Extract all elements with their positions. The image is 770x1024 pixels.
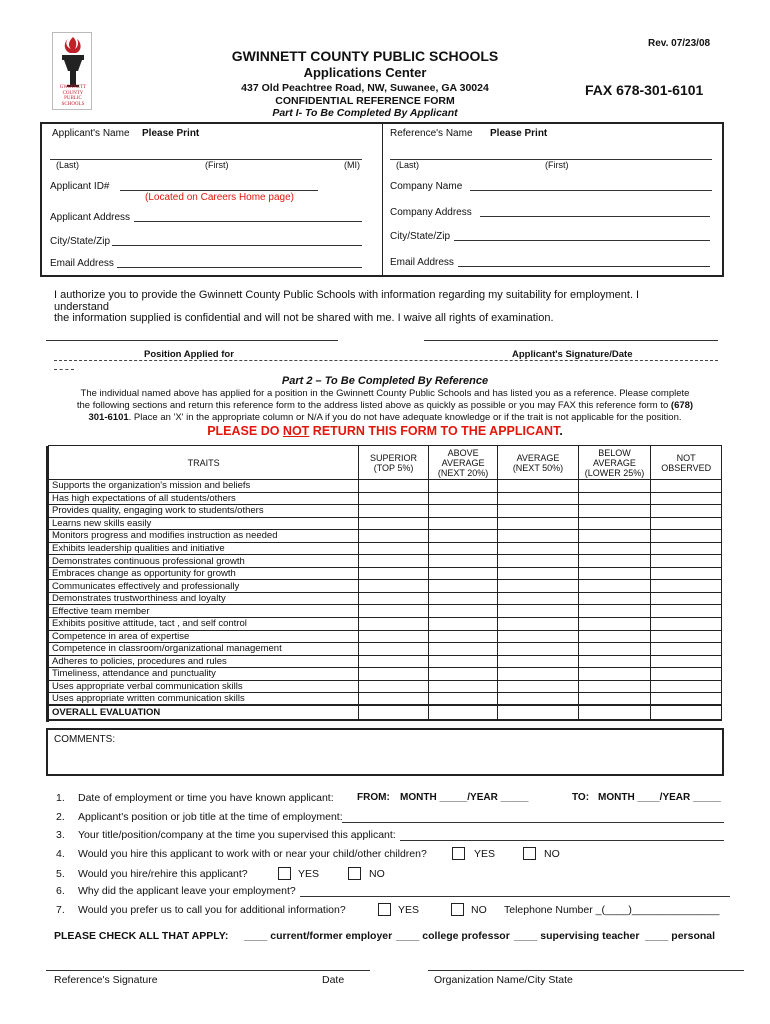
rating-cell[interactable]: [578, 668, 651, 681]
rating-cell[interactable]: [498, 492, 578, 505]
do-not-return-warning: [0, 424, 770, 438]
rating-cell[interactable]: [651, 618, 722, 631]
rating-cell[interactable]: [651, 605, 722, 618]
trait-row: [49, 618, 722, 631]
company-name-field[interactable]: [470, 190, 712, 191]
rating-cell[interactable]: [359, 655, 429, 668]
rating-cell[interactable]: [651, 668, 722, 681]
rating-cell[interactable]: [428, 630, 498, 643]
part2-title: Part 2 – To Be Completed By Reference: [281, 375, 489, 387]
check-all-label: PLEASE CHECK ALL THAT APPLY:: [54, 930, 229, 942]
form-name: CONFIDENTIAL REFERENCE FORM: [275, 95, 455, 107]
trait-row: [49, 517, 722, 530]
rating-cell[interactable]: [578, 492, 651, 505]
reference-signature-label: Reference's Signature: [54, 974, 158, 986]
organization-field[interactable]: [428, 970, 744, 971]
header-sub: (TOP 5%): [373, 462, 414, 473]
rating-cell[interactable]: [359, 630, 429, 643]
job-title-field[interactable]: [342, 822, 724, 823]
q7-no-checkbox[interactable]: [451, 903, 464, 916]
q7-yes-label: YES: [398, 904, 420, 916]
rating-cell[interactable]: [428, 492, 498, 505]
last-name-hint: (Last): [56, 160, 80, 170]
trait-label: Exhibits leadership qualities and initiative: [49, 542, 359, 555]
question-number: 5.: [56, 868, 65, 880]
rating-cell[interactable]: [359, 492, 429, 505]
rating-cell[interactable]: [498, 668, 578, 681]
trait-label: Learns new skills easily: [49, 517, 359, 530]
logo-text: GWINNETT: [59, 85, 87, 90]
rating-cell[interactable]: [578, 517, 651, 530]
applicant-address-field[interactable]: [134, 221, 362, 222]
trait-row: [49, 555, 722, 568]
header-traits: [49, 446, 359, 480]
q5-no-checkbox[interactable]: [348, 867, 361, 880]
q4-yes-label: YES: [474, 848, 496, 860]
traits-body: [49, 480, 722, 721]
question-number: 2.: [56, 811, 65, 823]
header-above-average: [428, 446, 498, 480]
comments-label: COMMENTS:: [54, 734, 116, 745]
telephone-field[interactable]: Telephone Number _(____)_______________: [504, 904, 720, 916]
option-employer[interactable]: ____ current/former employer: [244, 930, 393, 942]
rating-cell[interactable]: [359, 542, 429, 555]
rating-cell[interactable]: [651, 655, 722, 668]
trait-row: [49, 580, 722, 593]
rating-cell[interactable]: [651, 580, 722, 593]
gcps-logo: [52, 32, 92, 110]
header-sub: (NEXT 20%): [437, 467, 489, 478]
header-label: BELOW: [598, 447, 631, 458]
instructions-line: The individual named above has applied for a position in the Gwinnett County Public Schools and has listed you as a reference. Please complete: [80, 388, 690, 399]
rating-cell[interactable]: [359, 530, 429, 543]
rating-cell[interactable]: [578, 530, 651, 543]
rating-cell[interactable]: [578, 505, 651, 518]
overall-rating-cell[interactable]: [428, 705, 498, 720]
overall-rating-cell[interactable]: [651, 705, 722, 720]
applicant-address-label: Applicant Address: [50, 212, 131, 223]
rating-cell[interactable]: [651, 555, 722, 568]
dashed-divider: [54, 369, 74, 370]
rating-cell[interactable]: [651, 505, 722, 518]
rating-cell[interactable]: [359, 580, 429, 593]
reference-signature-field[interactable]: [46, 970, 370, 971]
trait-label: Uses appropriate written communication skills: [49, 693, 359, 706]
rating-cell[interactable]: [359, 680, 429, 693]
rating-cell[interactable]: [498, 592, 578, 605]
rating-cell[interactable]: [498, 618, 578, 631]
q5-yes-label: YES: [298, 868, 320, 880]
rating-cell[interactable]: [428, 693, 498, 706]
trait-row: [49, 480, 722, 493]
header-sub: (LOWER 25%): [584, 467, 645, 478]
box-divider: [382, 122, 383, 277]
rating-cell[interactable]: [651, 492, 722, 505]
header-sub: (NEXT 50%): [512, 462, 564, 473]
trait-row: [49, 492, 722, 505]
ref-last-hint: (Last): [396, 160, 420, 170]
part1-title: Part I- To Be Completed By Applicant: [272, 107, 458, 119]
question-number: 7.: [56, 904, 65, 916]
traits-table: [48, 445, 722, 721]
ref-email-label: Email Address: [390, 257, 454, 268]
company-address-field[interactable]: [480, 216, 710, 217]
dashed-divider: [54, 360, 718, 361]
ref-please-print-label: Please Print: [490, 128, 548, 139]
authorization-text: [54, 290, 714, 325]
header-superior: [359, 446, 429, 480]
warning-not: NOT: [282, 424, 310, 438]
rating-cell[interactable]: [498, 567, 578, 580]
position-applied-field[interactable]: [46, 340, 338, 341]
q5-no-label: NO: [369, 868, 385, 880]
trait-row: [49, 680, 722, 693]
please-print-label: Please Print: [142, 128, 200, 139]
question-number: 1.: [56, 792, 65, 804]
rating-cell[interactable]: [578, 567, 651, 580]
comments-box[interactable]: [46, 728, 724, 776]
header-label: NOT: [676, 452, 696, 463]
rating-cell[interactable]: [428, 480, 498, 493]
trait-label: Demonstrates trustworthiness and loyalty: [49, 592, 359, 605]
rating-cell[interactable]: [651, 517, 722, 530]
first-name-hint: (First): [205, 160, 229, 170]
rating-cell[interactable]: [359, 505, 429, 518]
rating-cell[interactable]: [651, 530, 722, 543]
q7-no-label: NO: [471, 904, 487, 916]
q4-no-checkbox[interactable]: [523, 847, 536, 860]
rating-cell[interactable]: [428, 668, 498, 681]
rating-cell[interactable]: [428, 555, 498, 568]
option-personal[interactable]: ____ personal: [645, 930, 716, 942]
authorization-line: I authorize you to provide the Gwinnett County Public Schools with information regarding my suitability for employment. I: [54, 289, 640, 301]
rating-cell[interactable]: [498, 655, 578, 668]
email-label: Email Address: [50, 258, 114, 269]
trait-label: Adheres to policies, procedures and rules: [49, 655, 359, 668]
rating-cell[interactable]: [359, 592, 429, 605]
applicant-name-label: Applicant's Name: [52, 128, 130, 139]
logo-text: COUNTY: [62, 90, 84, 96]
rating-cell[interactable]: [651, 680, 722, 693]
rating-cell[interactable]: [498, 580, 578, 593]
trait-label: Has high expectations of all students/others: [49, 492, 359, 505]
from-label: FROM:: [357, 792, 390, 803]
rating-cell[interactable]: [578, 480, 651, 493]
question-number: 3.: [56, 829, 65, 841]
org-address: 437 Old Peachtree Road, NW, Suwanee, GA 30024: [241, 82, 489, 94]
ref-first-hint: (First): [545, 160, 569, 170]
center-title: Applications Center: [303, 65, 427, 80]
rating-cell[interactable]: [498, 555, 578, 568]
rating-cell[interactable]: [498, 480, 578, 493]
question-6: Why did the applicant leave your employment?: [78, 885, 296, 897]
trait-label: Demonstrates continuous professional growth: [49, 555, 359, 568]
trait-label: Uses appropriate verbal communication skills: [49, 680, 359, 693]
trait-row: [49, 505, 722, 518]
company-address-label: Company Address: [390, 207, 472, 218]
rating-cell[interactable]: [651, 693, 722, 706]
trait-row: [49, 643, 722, 656]
rating-cell[interactable]: [651, 480, 722, 493]
trait-row: [49, 655, 722, 668]
trait-label: Provides quality, engaging work to students/others: [49, 505, 359, 518]
q4-yes-checkbox[interactable]: [452, 847, 465, 860]
checkbox-square[interactable]: [452, 847, 465, 860]
trait-row: [49, 592, 722, 605]
header-label: AVERAGE: [593, 457, 636, 468]
header-not-observed: [651, 446, 722, 480]
overall-evaluation-label: OVERALL EVALUATION: [49, 705, 359, 720]
rating-cell[interactable]: [359, 567, 429, 580]
trait-row: [49, 567, 722, 580]
question-number: 4.: [56, 848, 65, 860]
overall-rating-cell[interactable]: [359, 705, 429, 720]
checkbox-square[interactable]: [523, 847, 536, 860]
trait-label: Competence in area of expertise: [49, 630, 359, 643]
checkbox-square[interactable]: [378, 903, 391, 916]
trait-row: [49, 530, 722, 543]
warning-period: .: [559, 424, 563, 438]
overall-evaluation-row: [49, 705, 722, 720]
rating-cell[interactable]: [428, 680, 498, 693]
checkbox-square[interactable]: [451, 903, 464, 916]
header-below-average: [578, 446, 651, 480]
rating-cell[interactable]: [578, 580, 651, 593]
reference-name-label: Reference's Name: [390, 128, 473, 139]
trait-label: Exhibits positive attitude, tact , and self control: [49, 618, 359, 631]
warning-text: PLEASE DO: [207, 424, 283, 438]
question-5: Would you hire/rehire this applicant?: [78, 868, 248, 880]
trait-row: [49, 693, 722, 706]
rating-cell[interactable]: [359, 605, 429, 618]
instructions-line: [30, 400, 740, 412]
table-header-row: [49, 446, 722, 480]
header-label: OBSERVED: [661, 462, 712, 473]
checkbox-square[interactable]: [348, 867, 361, 880]
ref-city-field[interactable]: [454, 240, 710, 241]
rating-cell[interactable]: [498, 630, 578, 643]
rating-cell[interactable]: [428, 505, 498, 518]
logo-text: SCHOOLS: [61, 101, 85, 107]
rating-cell[interactable]: [498, 605, 578, 618]
header-label: SUPERIOR: [370, 452, 418, 463]
trait-row: [49, 668, 722, 681]
rating-cell[interactable]: [428, 580, 498, 593]
mi-hint: (MI): [344, 160, 360, 170]
rating-cell[interactable]: [498, 693, 578, 706]
question-number: 6.: [56, 885, 65, 897]
applicant-signature-label: Applicant's Signature/Date: [508, 349, 637, 360]
q7-yes-checkbox[interactable]: [378, 903, 391, 916]
rating-cell[interactable]: [578, 605, 651, 618]
email-field[interactable]: [117, 267, 362, 268]
revision-date: Rev. 07/23/08: [648, 38, 711, 49]
question-3: Your title/position/company at the time you supervised this applicant:: [78, 829, 396, 841]
applicant-id-field[interactable]: [120, 190, 318, 191]
authorization-line: the information supplied is confidential and will not be shared with me. I waive all rights of examination.: [54, 312, 554, 324]
option-supervising-teacher[interactable]: ____ supervising teacher: [514, 930, 640, 942]
rating-cell[interactable]: [359, 555, 429, 568]
question-4: Would you hire this applicant to work with or near your child/other children?: [78, 848, 427, 860]
company-name-label: Company Name: [390, 181, 463, 192]
q5-yes-checkbox[interactable]: [278, 867, 291, 880]
rating-cell[interactable]: [428, 542, 498, 555]
rating-cell[interactable]: [578, 630, 651, 643]
rating-cell[interactable]: [651, 542, 722, 555]
rating-cell[interactable]: [578, 680, 651, 693]
rating-cell[interactable]: [498, 680, 578, 693]
overall-rating-cell[interactable]: [578, 705, 651, 720]
fax-number: FAX 678-301-6101: [585, 82, 704, 98]
to-label: TO:: [572, 792, 590, 803]
question-7: Would you prefer us to call you for additional information?: [78, 904, 346, 916]
rating-cell[interactable]: [578, 643, 651, 656]
trait-row: [49, 542, 722, 555]
trait-row: [49, 630, 722, 643]
rating-cell[interactable]: [359, 480, 429, 493]
rating-cell[interactable]: [498, 643, 578, 656]
supervisor-title-field[interactable]: [400, 840, 724, 841]
trait-label: Embraces change as opportunity for growth: [49, 567, 359, 580]
to-month-year: MONTH ____/YEAR _____: [598, 792, 721, 803]
rating-cell[interactable]: [578, 655, 651, 668]
rating-cell[interactable]: [578, 618, 651, 631]
date-label: Date: [322, 974, 345, 986]
header-average: [498, 446, 578, 480]
fax-inline: (678): [670, 400, 694, 411]
rating-cell[interactable]: [428, 517, 498, 530]
q4-no-label: NO: [544, 848, 560, 860]
fax-inline: 301-6101: [88, 412, 129, 423]
rating-cell[interactable]: [498, 542, 578, 555]
rating-cell[interactable]: [359, 668, 429, 681]
trait-label: Supports the organization's mission and beliefs: [49, 480, 359, 493]
rating-cell[interactable]: [498, 517, 578, 530]
trait-label: Effective team member: [49, 605, 359, 618]
instructions-line: [30, 412, 740, 424]
rating-cell[interactable]: [359, 517, 429, 530]
rating-cell[interactable]: [578, 542, 651, 555]
header-label: AVERAGE: [441, 457, 485, 468]
header-label: ABOVE: [447, 447, 479, 458]
rating-cell[interactable]: [359, 693, 429, 706]
instructions-text: . Place an 'X' in the appropriate column or N/A if you do not have adequate knowledge or if the trait is not applicable for the position.: [128, 412, 682, 423]
rating-cell[interactable]: [651, 630, 722, 643]
rating-cell[interactable]: [651, 643, 722, 656]
ref-city-label: City/State/Zip: [390, 231, 451, 242]
warning-text: RETURN THIS FORM TO THE APPLICANT: [309, 424, 560, 438]
rating-cell[interactable]: [428, 618, 498, 631]
overall-rating-cell[interactable]: [498, 705, 578, 720]
position-label: Position Applied for: [140, 349, 238, 360]
logo-text: PUBLIC: [64, 96, 82, 101]
checkbox-square[interactable]: [278, 867, 291, 880]
located-hint: (Located on Careers Home page): [145, 192, 294, 203]
leave-reason-field[interactable]: [300, 896, 730, 897]
rating-cell[interactable]: [578, 592, 651, 605]
city-state-zip-field[interactable]: [112, 245, 362, 246]
authorization-line: understand: [54, 300, 110, 313]
trait-row: [49, 605, 722, 618]
trait-label: Timeliness, attendance and punctuality: [49, 668, 359, 681]
org-title: GWINNETT COUNTY PUBLIC SCHOOLS: [231, 48, 499, 64]
rating-cell[interactable]: [651, 567, 722, 580]
rating-cell[interactable]: [578, 555, 651, 568]
trait-label: Communicates effectively and professionally: [49, 580, 359, 593]
header-label: TRAITS: [187, 457, 220, 468]
ref-email-field[interactable]: [458, 266, 710, 267]
part2-instructions: [30, 388, 740, 424]
question-1: Date of employment or time you have known applicant:: [78, 792, 334, 804]
rating-cell[interactable]: [428, 592, 498, 605]
header-label: AVERAGE: [516, 452, 560, 463]
question-2: Applicant's position or job title at the time of employment:: [78, 811, 343, 823]
city-state-zip-label: City/State/Zip: [50, 236, 111, 247]
rating-cell[interactable]: [428, 643, 498, 656]
rating-cell[interactable]: [359, 643, 429, 656]
rating-cell[interactable]: [498, 505, 578, 518]
rating-cell[interactable]: [651, 592, 722, 605]
trait-label: Monitors progress and modifies instruction as needed: [49, 530, 359, 543]
rating-cell[interactable]: [428, 567, 498, 580]
rating-cell[interactable]: [428, 605, 498, 618]
option-professor[interactable]: ____ college professor: [396, 930, 510, 942]
applicant-id-label: Applicant ID#: [50, 181, 110, 192]
trait-label: Competence in classroom/organizational management: [49, 643, 359, 656]
rating-cell[interactable]: [428, 655, 498, 668]
instructions-text: the following sections and return this reference form to the address listed above as quickly as possible or you may FAX this reference form to: [76, 400, 669, 411]
rating-cell[interactable]: [428, 530, 498, 543]
rating-cell[interactable]: [359, 618, 429, 631]
rating-cell[interactable]: [578, 693, 651, 706]
organization-label: Organization Name/City State: [434, 974, 573, 986]
applicant-signature-field[interactable]: [424, 340, 718, 341]
rating-cell[interactable]: [498, 530, 578, 543]
from-month-year: MONTH _____/YEAR _____: [400, 792, 529, 803]
